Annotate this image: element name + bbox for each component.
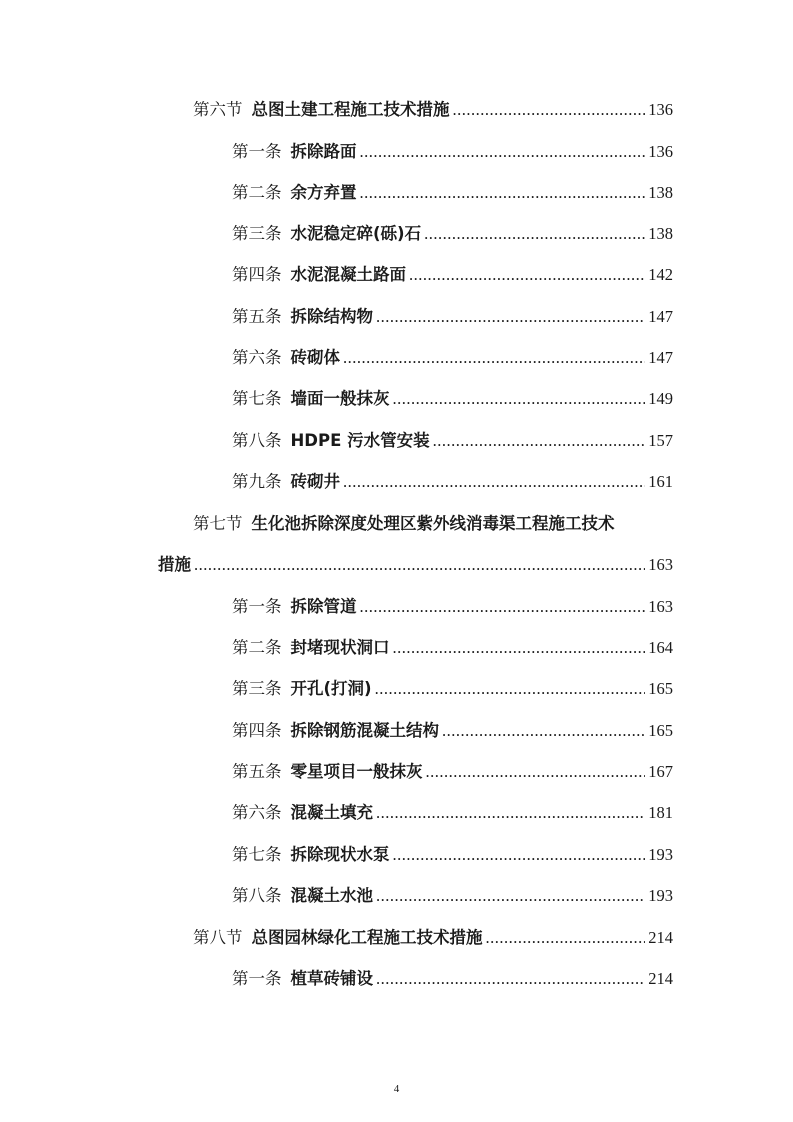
toc-page-number: 138 bbox=[648, 183, 673, 202]
toc-article-label: 第五条 bbox=[232, 307, 282, 326]
toc-article[interactable] bbox=[232, 347, 673, 369]
toc-page-number: 193 bbox=[648, 845, 673, 864]
toc-page-number: 164 bbox=[648, 638, 673, 657]
toc-section-label: 第六节 bbox=[193, 100, 243, 119]
toc-leader-dots bbox=[376, 306, 645, 328]
toc-leader-dots bbox=[393, 388, 646, 410]
toc-page-number: 165 bbox=[648, 721, 673, 740]
toc-page-number: 214 bbox=[648, 969, 673, 988]
toc-article[interactable] bbox=[232, 968, 673, 990]
toc-article-title: 拆除结构物 bbox=[290, 307, 373, 326]
toc-page-number: 181 bbox=[648, 803, 673, 822]
toc-section-title-continued: 措施 bbox=[158, 555, 191, 574]
toc-article-label: 第七条 bbox=[232, 389, 282, 408]
toc-article-title: 封堵现状洞口 bbox=[290, 638, 390, 657]
toc-section-label: 第七节 bbox=[193, 514, 243, 533]
toc-page-number: 149 bbox=[648, 389, 673, 408]
toc-article-label: 第五条 bbox=[232, 762, 282, 781]
toc-article[interactable] bbox=[232, 388, 673, 410]
toc-leader-dots bbox=[442, 720, 645, 742]
toc-leader-dots bbox=[433, 430, 646, 452]
toc-article-label: 第六条 bbox=[232, 803, 282, 822]
toc-article[interactable] bbox=[232, 637, 673, 659]
toc-article[interactable] bbox=[232, 844, 673, 866]
toc-leader-dots bbox=[376, 885, 645, 907]
toc-article-label: 第一条 bbox=[232, 969, 282, 988]
toc-page-number: 163 bbox=[648, 597, 673, 616]
toc-article-label: 第一条 bbox=[232, 597, 282, 616]
toc-leader-dots bbox=[453, 99, 646, 121]
toc-section-8[interactable] bbox=[193, 927, 673, 949]
toc-article[interactable] bbox=[232, 678, 673, 700]
toc-article-label: 第三条 bbox=[232, 679, 282, 698]
toc-article[interactable] bbox=[232, 720, 673, 742]
toc-page-number: 147 bbox=[648, 307, 673, 326]
toc-article[interactable] bbox=[232, 885, 673, 907]
toc-leader-dots bbox=[375, 678, 646, 700]
toc-article-label: 第二条 bbox=[232, 638, 282, 657]
toc-article-title: 混凝土水池 bbox=[290, 886, 373, 905]
toc-article-title: 零星项目一般抹灰 bbox=[290, 762, 423, 781]
toc-leader-dots bbox=[343, 347, 645, 369]
toc-article[interactable] bbox=[232, 223, 673, 245]
toc-article-title: 砖砌体 bbox=[290, 348, 340, 367]
toc-article-label: 第七条 bbox=[232, 845, 282, 864]
toc-leader-dots bbox=[360, 141, 646, 163]
toc-article[interactable] bbox=[232, 141, 673, 163]
toc-article-label: 第八条 bbox=[232, 886, 282, 905]
page-footer-number: 4 bbox=[393, 1083, 400, 1095]
toc-leader-dots bbox=[426, 761, 646, 783]
toc-section-6[interactable] bbox=[193, 99, 673, 121]
toc-section-title: 总图园林绿化工程施工技术措施 bbox=[251, 928, 483, 947]
toc-section-7-continued[interactable] bbox=[158, 554, 673, 576]
toc-section-7[interactable] bbox=[193, 513, 673, 535]
toc-page-number: 193 bbox=[648, 886, 673, 905]
toc-article-title: 砖砌井 bbox=[290, 472, 340, 491]
toc-article-label: 第四条 bbox=[232, 265, 282, 284]
toc-page-number: 136 bbox=[648, 100, 673, 119]
toc-section-title: 生化池拆除深度处理区紫外线消毒渠工程施工技术 bbox=[251, 514, 615, 533]
toc-article-title: 开孔(打洞) bbox=[290, 679, 372, 698]
toc-page-number: 165 bbox=[648, 679, 673, 698]
toc-article-title: 植草砖铺设 bbox=[290, 969, 373, 988]
toc-article-label: 第九条 bbox=[232, 472, 282, 491]
toc-article-title: 水泥混凝土路面 bbox=[290, 265, 406, 284]
toc-article[interactable] bbox=[232, 761, 673, 783]
toc-leader-dots bbox=[360, 596, 646, 618]
toc-section-label: 第八节 bbox=[193, 928, 243, 947]
toc-leader-dots bbox=[393, 637, 646, 659]
toc-article-title: 拆除现状水泵 bbox=[290, 845, 390, 864]
toc-leader-dots bbox=[409, 264, 645, 286]
toc-article[interactable] bbox=[232, 802, 673, 824]
toc-page-number: 214 bbox=[648, 928, 673, 947]
toc-article-title: 水泥稳定碎(砾)石 bbox=[290, 224, 422, 243]
toc-article[interactable] bbox=[232, 182, 673, 204]
toc-article-title: 拆除管道 bbox=[290, 597, 357, 616]
toc-leader-dots bbox=[360, 182, 646, 204]
toc-article-title: 混凝土填充 bbox=[290, 803, 373, 822]
toc-article-title: 墙面一般抹灰 bbox=[290, 389, 390, 408]
toc-article-label: 第三条 bbox=[232, 224, 282, 243]
toc-page-number: 167 bbox=[648, 762, 673, 781]
toc-article-title: 拆除钢筋混凝土结构 bbox=[290, 721, 439, 740]
toc-leader-dots bbox=[194, 554, 645, 576]
toc-leader-dots bbox=[486, 927, 646, 949]
toc-article-label: 第一条 bbox=[232, 142, 282, 161]
toc-leader-dots bbox=[376, 968, 645, 990]
toc-article[interactable] bbox=[232, 430, 673, 452]
toc-article[interactable] bbox=[232, 264, 673, 286]
toc-article-label: 第四条 bbox=[232, 721, 282, 740]
toc-section-title: 总图土建工程施工技术措施 bbox=[251, 100, 450, 119]
toc-article-label: 第八条 bbox=[232, 431, 282, 450]
toc-page-number: 161 bbox=[648, 472, 673, 491]
toc-page-number: 138 bbox=[648, 224, 673, 243]
toc-page-number: 142 bbox=[648, 265, 673, 284]
toc-leader-dots bbox=[393, 844, 646, 866]
toc-article-title: 余方弃置 bbox=[290, 183, 357, 202]
toc-page-number: 157 bbox=[648, 431, 673, 450]
toc-article[interactable] bbox=[232, 471, 673, 493]
toc-page-number: 136 bbox=[648, 142, 673, 161]
toc-article-title: 拆除路面 bbox=[290, 142, 357, 161]
toc-article[interactable] bbox=[232, 596, 673, 618]
toc-leader-dots bbox=[376, 802, 645, 824]
toc-article-title: HDPE 污水管安装 bbox=[290, 431, 430, 450]
toc-leader-dots bbox=[424, 223, 645, 245]
toc-page-number: 163 bbox=[648, 555, 673, 574]
toc-article-label: 第二条 bbox=[232, 183, 282, 202]
toc-article[interactable] bbox=[232, 306, 673, 328]
toc-leader-dots bbox=[343, 471, 645, 493]
toc-page-number: 147 bbox=[648, 348, 673, 367]
toc-article-label: 第六条 bbox=[232, 348, 282, 367]
